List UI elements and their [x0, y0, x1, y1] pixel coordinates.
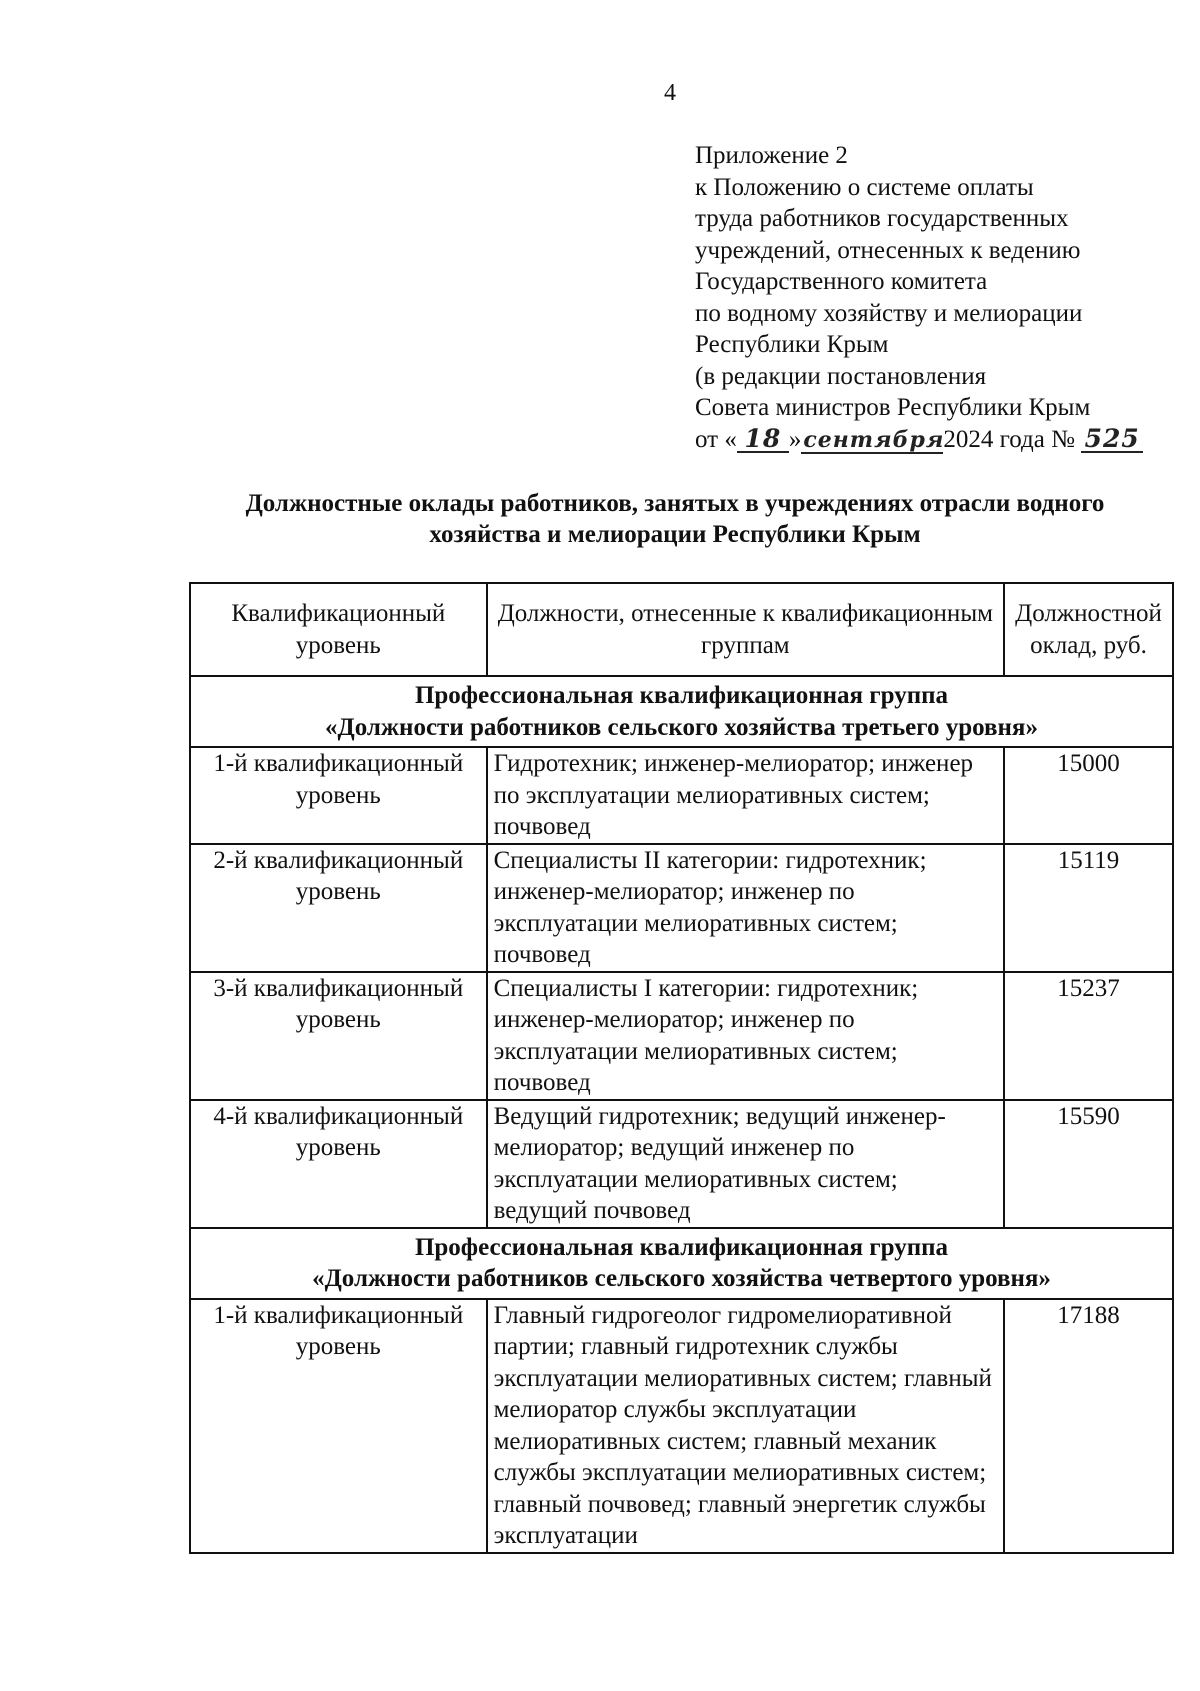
title-line: Должностные оклады работников, занятых в учреждениях отрасли водного [245, 490, 1105, 517]
appendix-line: Государственного комитета [695, 268, 988, 295]
appendix-block [695, 140, 1165, 455]
appendix-line: учреждений, отнесенных к ведению [695, 236, 1081, 264]
positions-cell: Гидротехник; инженер-мелиоратор; инженер по эксплуатации мелиоративных систем; почвовед [487, 747, 1004, 844]
table-row [190, 1299, 1173, 1553]
group-title-line: Профессиональная квалификационная группа [414, 1233, 949, 1261]
handwritten-month: сентября [803, 426, 945, 453]
group-row [190, 1228, 1173, 1299]
page-number: 4 [664, 80, 676, 106]
level-cell: 1-й квалификационный уровень [190, 1299, 487, 1553]
group-title-line: «Должности работников сельского хозяйства четвертого уровня» [312, 1265, 1051, 1292]
level-cell: 4-й квалификационный уровень [190, 1100, 487, 1228]
table-row [190, 1100, 1173, 1228]
salary-cell: 15590 [1004, 1100, 1173, 1228]
appendix-line: по водному хозяйству и мелиорации [695, 299, 1083, 327]
table-header-row [190, 583, 1173, 676]
date-year-text: 2024 года № [943, 425, 1075, 453]
handwritten-doc-number: 525 [1081, 427, 1143, 453]
handwritten-day: 18 [737, 427, 789, 453]
group-title-line: Профессиональная квалификационная группа [414, 682, 949, 709]
salary-table [189, 582, 1174, 1554]
document-title [185, 488, 1165, 550]
header-level: Квалификационный уровень [190, 583, 487, 676]
table-row [190, 747, 1173, 844]
group-title [190, 1228, 1173, 1299]
date-prefix: от « [695, 425, 737, 453]
positions-cell: Ведущий гидротехник; ведущий инженер-мелиоратор; ведущий инженер по эксплуатации мелиоративных систем; ведущий почвовед [487, 1100, 1004, 1228]
level-cell: 3-й квалификационный уровень [190, 972, 487, 1100]
salary-cell: 17188 [1004, 1299, 1173, 1553]
table-row [190, 844, 1173, 972]
appendix-line: Приложение 2 [695, 142, 848, 169]
salary-cell: 15000 [1004, 747, 1173, 844]
appendix-line: к Положению о системе оплаты [695, 173, 1034, 201]
appendix-line: Совета министров Республики Крым [695, 394, 1091, 421]
appendix-line: Республики Крым [695, 331, 889, 358]
date-mid: » [788, 425, 802, 453]
positions-cell: Специалисты I категории: гидротехник; инженер-мелиоратор; инженер по эксплуатации мелиоративных систем; почвовед [487, 972, 1004, 1100]
appendix-line: труда работников государственных [695, 205, 1069, 232]
salary-cell: 15237 [1004, 972, 1173, 1100]
group-title [190, 676, 1173, 747]
level-cell: 2-й квалификационный уровень [190, 844, 487, 972]
header-positions: Должности, отнесенные к квалификационным группам [487, 583, 1004, 676]
group-title-line: «Должности работников сельского хозяйства третьего уровня» [325, 713, 1038, 741]
positions-cell: Главный гидрогеолог гидромелиоративной партии; главный гидротехник службы эксплуатации мелиоративных систем; главный мелиоратор службы эксплуатации мелиоративных систем; главный механик службы эксплуатации мелиоративных систем; главный почвовед; главный энергетик службы эксплуатации [487, 1299, 1004, 1553]
level-cell: 1-й квалификационный уровень [190, 747, 487, 844]
group-row [190, 676, 1173, 747]
positions-cell: Специалисты II категории: гидротехник; инженер-мелиоратор; инженер по эксплуатации мелиоративных систем; почвовед [487, 844, 1004, 972]
table-row [190, 972, 1173, 1100]
header-salary: Должностной оклад, руб. [1004, 583, 1173, 676]
appendix-line: (в редакции постановления [695, 362, 987, 390]
appendix-date-line [695, 424, 1165, 456]
salary-cell: 15119 [1004, 844, 1173, 972]
title-line: хозяйства и мелиорации Республики Крым [429, 521, 921, 548]
